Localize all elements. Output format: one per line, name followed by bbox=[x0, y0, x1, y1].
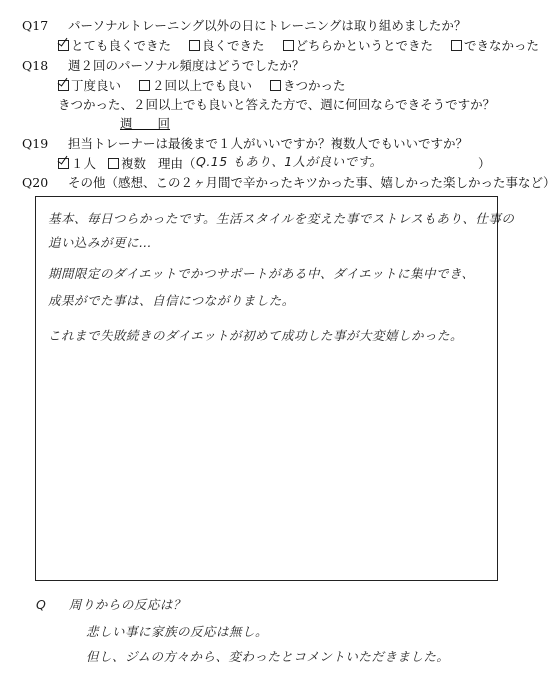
q20-answer-line-2: 追い込みが更に… bbox=[48, 235, 153, 250]
checkbox-checked-icon[interactable] bbox=[58, 80, 69, 91]
q18-option-2[interactable]: ２回以上でも良い bbox=[139, 78, 252, 94]
q18-option-1[interactable]: 丁度良い bbox=[58, 78, 121, 94]
q19-reason-close: ） bbox=[478, 156, 491, 171]
q20-text: その他（感想、この２ヶ月間で辛かったキツかった事、嬉しかった楽しかった事など） bbox=[68, 175, 556, 190]
q17-option-1[interactable]: とても良くできた bbox=[58, 38, 171, 54]
q19-reason-label: 理由（ bbox=[158, 156, 196, 171]
q18-followup: きつかった、２回以上でも良いと答えた方で、週に何回ならできそうですか？ bbox=[58, 97, 496, 112]
q18-question bbox=[22, 58, 304, 74]
q20-answer-line-3: 期間限定のダイエットでかつサポートがある中、ダイエットに集中でき、 bbox=[48, 266, 475, 281]
q20-answer-line-4: 成果がでた事は、自信につながりました。 bbox=[48, 293, 295, 308]
checkbox-icon[interactable] bbox=[451, 40, 462, 51]
q18-followup-blank[interactable]: 週 回 bbox=[120, 116, 171, 131]
q17-option-4[interactable]: できなかった bbox=[451, 38, 539, 54]
q19-question bbox=[22, 136, 468, 152]
extra-question bbox=[36, 596, 186, 614]
q17-question bbox=[22, 18, 466, 34]
q20-answer-line-5: これまで失敗続きのダイエットが初めて成功した事が大変嬉しかった。 bbox=[48, 328, 464, 343]
q19-option-2[interactable]: 複数 bbox=[108, 156, 146, 172]
q17-number: Q17 bbox=[22, 18, 49, 33]
extra-number: Q bbox=[36, 597, 47, 612]
q19-option-1[interactable]: １人 bbox=[58, 156, 96, 172]
checkbox-icon[interactable] bbox=[139, 80, 150, 91]
checkbox-checked-icon[interactable] bbox=[58, 40, 69, 51]
q18-option-3[interactable]: きつかった bbox=[270, 78, 346, 94]
checkbox-checked-icon[interactable] bbox=[58, 158, 69, 169]
q20-answer-box[interactable] bbox=[35, 196, 498, 581]
extra-answer-line-1: 悲しい事に家族の反応は無し。 bbox=[86, 624, 269, 639]
checkbox-icon[interactable] bbox=[270, 80, 281, 91]
extra-question-text: 周りからの反応は？ bbox=[68, 597, 186, 612]
q17-option-3[interactable]: どちらかというとできた bbox=[283, 38, 434, 54]
q18-number: Q18 bbox=[22, 58, 49, 73]
q20-number: Q20 bbox=[22, 175, 49, 190]
checkbox-icon[interactable] bbox=[108, 158, 119, 169]
q19-options bbox=[58, 156, 196, 172]
q19-reason-text[interactable]: Q.15 もあり、1人が良いです。 bbox=[196, 154, 383, 169]
q17-text: パーソナルトレーニング以外の日にトレーニングは取り組めましたか？ bbox=[68, 18, 467, 33]
extra-answer-line-2: 但し、ジムの方々から、変わったとコメントいただきました。 bbox=[86, 649, 450, 664]
q17-option-2[interactable]: 良くできた bbox=[189, 38, 265, 54]
q20-question bbox=[22, 175, 556, 191]
checkbox-icon[interactable] bbox=[189, 40, 200, 51]
q19-number: Q19 bbox=[22, 136, 49, 151]
checkbox-icon[interactable] bbox=[283, 40, 294, 51]
q17-options bbox=[58, 38, 553, 54]
q19-text: 担当トレーナーは最後まで１人がいいですか？複数人でもいいですか？ bbox=[68, 136, 469, 151]
q18-options bbox=[58, 78, 360, 94]
q18-text: 週２回のパーソナル頻度はどうでしたか？ bbox=[68, 58, 305, 73]
q20-answer-line-1: 基本、毎日つらかったです。生活スタイルを変えた事でストレスもあり、仕事の bbox=[48, 211, 515, 226]
